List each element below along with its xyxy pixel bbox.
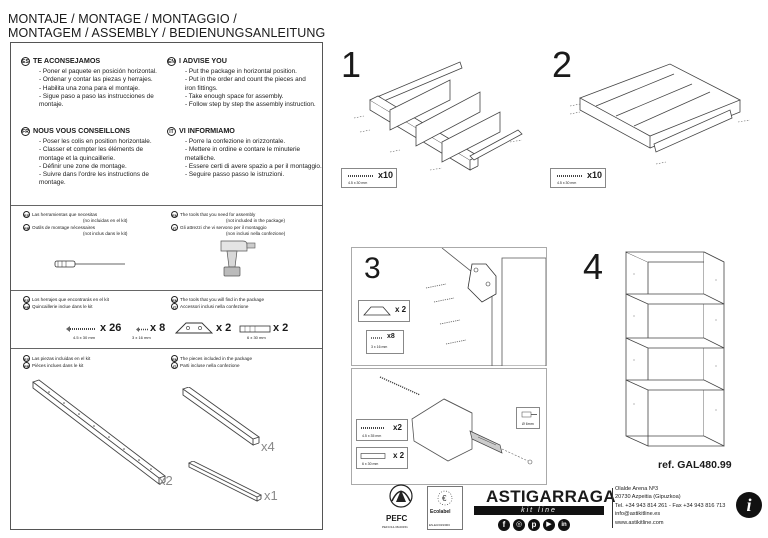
- advice-fr-item: - Définir une zone de montage.: [39, 162, 127, 170]
- step3-bracket-box: [358, 300, 410, 322]
- small-screw-icon: [135, 326, 149, 333]
- step1-screw-box: [341, 168, 397, 188]
- instagram-icon[interactable]: ◎: [513, 519, 525, 531]
- side-panel-drawing: [29, 378, 169, 498]
- advice-it-item: - Seguire passo passo le istruzioni.: [185, 171, 285, 179]
- step3-drawing: [412, 248, 546, 366]
- facebook-icon[interactable]: f: [498, 519, 510, 531]
- hardware-size: 3 x 16 mm: [132, 335, 151, 340]
- lang-es-icon: ES: [22, 59, 29, 65]
- tools-en-it: EN The tools that you need for assembly (not included in the package) IT Gli attrezzi che vi servono per il montaggio (non inclusi nella confezione): [172, 211, 286, 236]
- step3b-plug-size: 6 x 30 mm: [362, 462, 379, 466]
- social-icons: [498, 519, 570, 531]
- dowel-icon: [360, 453, 386, 459]
- pieces-es-fr: ES Las piezas incluidas en el kit FR Pièces inclues dans le kit: [24, 355, 91, 369]
- divider: [612, 488, 613, 528]
- divider: [11, 205, 322, 206]
- advice-it-item: - Porre la confezione in orizzontale.: [185, 138, 286, 145]
- pefc-label: PEFC: [386, 514, 408, 523]
- contact-website[interactable]: www.astikitline.com: [615, 519, 664, 526]
- svg-text:€: €: [442, 494, 447, 503]
- lang-it-icon: IT: [172, 226, 177, 231]
- step2-screw-box: [550, 168, 606, 188]
- hardware-en-it: EN The tools that you will find in the package IT Accessori inclusi nella confezione: [172, 296, 265, 310]
- step3-screw-qty: x8: [387, 333, 395, 340]
- lang-it-icon: IT: [172, 364, 177, 369]
- small-screw-icon: [370, 335, 384, 341]
- ecolabel-code: ES-EU/019/003: [429, 523, 450, 527]
- linkedin-icon[interactable]: in: [558, 519, 570, 531]
- screw-icon: [360, 425, 386, 431]
- lang-fr-icon: FR: [24, 305, 30, 310]
- lang-es-icon: ES: [24, 357, 30, 362]
- advice-en: EN I ADVISE YOU - Put the package in horizontal position. - Put in the order and count the pieces and iron fittings. - Take enough space for assembly. - Follow step by step the assembly instruction.: [167, 57, 322, 109]
- step3b-panel: [351, 368, 547, 485]
- advice-fr: FR NOUS VOUS CONSEILLONS - Poser les colis en position horizontale. - Classer et compter les éléments de montage et la quincaillerie. - Définir une zone de montage. - Suivre dans l'ordre les instructions de montage.: [21, 127, 171, 188]
- step3b-screw-box: [356, 419, 408, 441]
- hardware-size: 4.5 x 30 mm: [73, 335, 96, 340]
- advice-fr-item: - Suivre dans l'ordre les instructions de: [39, 171, 149, 179]
- advice-fr-item: - Classer et compter les éléments de: [39, 146, 144, 154]
- lang-it-icon: IT: [172, 305, 177, 310]
- lang-it-icon: IT: [167, 127, 176, 136]
- drill-bit-box: [516, 407, 540, 429]
- brand-name: ASTIGARRAGA: [486, 487, 616, 506]
- contact-city: 20730 Azpeitia (Gipuzkoa): [615, 494, 681, 501]
- step3-screw-box: [366, 330, 404, 354]
- step3b-plug-qty: x 2: [393, 451, 405, 460]
- advice-es-item: - Poner el paquete en posición horizontal.: [39, 68, 157, 75]
- advice-it: IT VI INFORMIAMO - Porre la confezione in orizzontale. - Mettere in ordine e contare le minuterie metalliche. - Essere certi di avere spazio a per il montaggio. - Seguire passo passo le istruzioni.: [167, 127, 322, 179]
- rail-drawing: [187, 461, 263, 503]
- hardware-qty: x 8: [150, 322, 166, 334]
- advice-en-item: - Put in the order and count the pieces and: [185, 76, 306, 84]
- lang-en-icon: EN: [172, 213, 178, 218]
- drill-size: Ø 6mm: [522, 422, 534, 426]
- ecolabel-flower-icon: [436, 489, 454, 507]
- drill-icon: [520, 410, 538, 420]
- advice-fr-item: - Poser les colis en position horizontale.: [39, 138, 152, 145]
- shelf-drawing: [181, 387, 261, 447]
- ecolabel-label: Ecolabel: [430, 509, 451, 515]
- screw-icon: [65, 325, 97, 333]
- advice-es-item: - Sigue paso a paso las instrucciones de: [39, 92, 154, 100]
- advice-it-item: metalliche.: [185, 154, 216, 162]
- advice-fr-item: montage.: [39, 179, 66, 187]
- bracket-icon: [362, 305, 392, 317]
- step3-panel: [351, 247, 547, 366]
- bracket-icon: [174, 321, 214, 335]
- step2-size: 4.5 x 30 mm: [557, 181, 577, 185]
- hardware-qty: x 2: [273, 322, 289, 334]
- pefc-logo-icon: [382, 484, 420, 514]
- step3b-screw-qty: x2: [393, 423, 402, 432]
- step-number: 2: [552, 44, 573, 85]
- hardware-qty: x 2: [216, 322, 232, 334]
- step3-bracket-qty: x 2: [395, 305, 407, 314]
- dowel-icon: [239, 325, 271, 333]
- lang-en-icon: EN: [172, 298, 178, 303]
- step2-qty: x10: [587, 170, 603, 180]
- pieces-qty: x1: [264, 488, 278, 503]
- advice-fr-item: montage et la quincaillerie.: [39, 154, 116, 162]
- ecolabel-badge: [427, 486, 463, 530]
- power-drill-icon: [209, 235, 259, 279]
- instructions-panel: [10, 42, 323, 530]
- youtube-icon[interactable]: ▶: [543, 519, 555, 531]
- product-reference: ref. GAL480.99: [658, 459, 732, 471]
- pieces-qty: x4: [261, 439, 275, 454]
- pefc-code: PEFC/14-38-00151: [382, 525, 408, 529]
- brand-tagline: kit line: [474, 506, 604, 515]
- step1-drawing: [350, 60, 530, 175]
- hardware-size: 6 x 30 mm: [247, 335, 266, 340]
- pieces-qty: x2: [159, 473, 173, 488]
- step-number: 3: [364, 252, 381, 285]
- lang-es-icon: ES: [24, 213, 30, 218]
- advice-en-item: - Take enough space for assembly.: [185, 92, 284, 100]
- step3b-screw-size: 4.5 x 35 mm: [362, 434, 382, 438]
- advice-en-item: - Follow step by step the assembly instruction.: [185, 101, 316, 109]
- advice-it-item: - Mettere in ordine e contare le minuterie: [185, 146, 301, 154]
- lang-en-icon: EN: [172, 357, 178, 362]
- screw-icon: [346, 173, 376, 179]
- step1-qty: x10: [378, 170, 394, 180]
- advice-es-item: - Ordenar y contar las piezas y herrajes.: [39, 76, 153, 84]
- hardware-es-fr: ES Los herrajes que encontrarás en el kit FR Quincaillerie inclue dans le kit: [24, 296, 109, 310]
- step1-size: 4.5 x 30 mm: [348, 181, 368, 185]
- lang-en-icon: EN: [168, 59, 175, 65]
- advice-en-item: - Put the package in horizontal position.: [185, 68, 297, 75]
- pieces-en-it: EN The pieces included in the package IT Parti incluse nella confezione: [172, 355, 253, 369]
- advice-en-item: iron fittings.: [185, 84, 218, 92]
- bookcase-drawing: [620, 250, 730, 450]
- screwdriver-icon: [53, 257, 128, 271]
- tools-es-fr: ES Las herramientas que necesitas (no incluidas en el kit) FR Outils de montage nécessaires (not inclus dans le kit): [24, 211, 128, 236]
- screw-icon: [555, 173, 585, 179]
- divider: [11, 348, 322, 349]
- pinterest-icon[interactable]: p: [528, 519, 540, 531]
- page-title: MONTAJE / MONTAGE / MONTAGGIO / MONTAGEM / ASSEMBLY / BEDIENUNGSANLEITUNG: [8, 12, 326, 40]
- step-number: 1: [341, 44, 362, 85]
- advice-es: ES TE ACONSEJAMOS - Poner el paquete en posición horizontal. - Ordenar y contar las piezas y herrajes. - Habilita una zona para el montaje. - Sigue paso a paso las instrucciones de montaje.: [21, 57, 171, 109]
- step3-screw-size: 3 x 16 mm: [371, 345, 388, 349]
- contact-block: [615, 485, 725, 527]
- step3b-plug-box: [356, 447, 408, 469]
- divider: [11, 290, 322, 291]
- hardware-qty: x 26: [100, 322, 122, 334]
- advice-es-item: - Habilita una zona para el montaje.: [39, 84, 140, 92]
- lang-fr-icon: FR: [24, 364, 30, 369]
- lang-fr-icon: FR: [24, 226, 30, 231]
- contact-email[interactable]: info@astikitline.es: [615, 511, 661, 518]
- contact-address: Olalde Arena Nº3: [615, 486, 659, 492]
- info-icon[interactable]: i: [736, 492, 762, 518]
- contact-phone: Tel. +34 943 814 261 - Fax +34 943 816 713: [615, 502, 726, 509]
- advice-es-item: montaje.: [39, 101, 64, 109]
- lang-fr-icon: FR: [22, 129, 29, 135]
- step-number: 4: [583, 246, 604, 287]
- lang-es-icon: ES: [24, 298, 30, 303]
- advice-it-item: - Essere certi di avere spazio a per il montaggio.: [185, 162, 322, 170]
- step2-drawing: [570, 62, 760, 177]
